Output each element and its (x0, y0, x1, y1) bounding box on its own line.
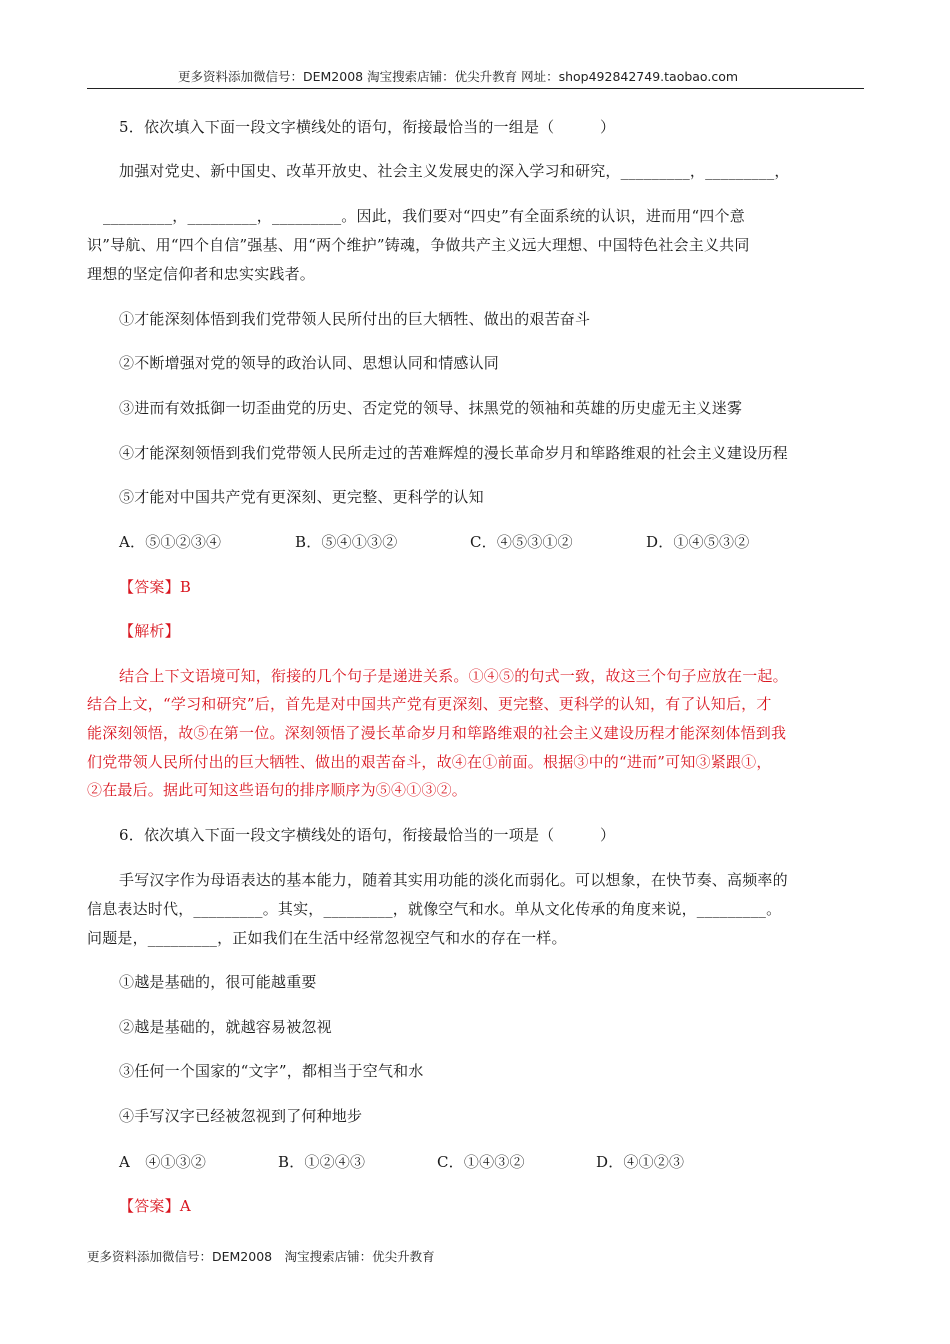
q5-passage-line-1: 加强对党史、新中国史、改革开放史、社会主义发展史的深入学习和研究，_________，_________， (119, 162, 790, 180)
q6-item-3: ③任何一个国家的“文字”，都相当于空气和水 (119, 1062, 424, 1080)
q5-item-4: ④才能深刻领悟到我们党带领人民所走过的苦难辉煌的漫长革命岁月和筚路维艰的社会主义建设历程 (119, 444, 788, 462)
q5-analysis-line-3: 能深刻领悟，故⑤在第一位。深刻领悟了漫长革命岁月和筚路维艰的社会主义建设历程才能深刻体悟到我 (87, 724, 787, 742)
q6-answer-value: A (179, 1197, 191, 1215)
q5-answer (119, 576, 191, 597)
page-header: 更多资料添加微信号：DEM2008 淘宝搜索店铺：优尖升教育 网址：shop492842749.taobao.com (178, 69, 739, 84)
q6-item-4: ④手写汉字已经被忽视到了何种地步 (119, 1107, 363, 1125)
q6-answer (119, 1195, 191, 1216)
q5-passage-line-3: 识”导航、用“四个自信”强基、用“两个维护”铸魂，争做共产主义远大理想、中国特色社会主义共同 (87, 236, 750, 254)
q5-passage-line-4: 理想的坚定信仰者和忠实实践者。 (87, 265, 316, 283)
q6-stem: 6．依次填入下面一段文字横线处的语句，衔接最恰当的一项是（ ） (119, 826, 616, 844)
q5-item-1: ①才能深刻体悟到我们党带领人民所付出的巨大牺牲、做出的艰苦奋斗 (119, 310, 591, 328)
q6-option-d: D．④①②③ (596, 1153, 685, 1171)
q5-item-2: ②不断增强对党的领导的政治认同、思想认同和情感认同 (119, 354, 500, 372)
q5-analysis-line-1: 结合上下文语境可知，衔接的几个句子是递进关系。①④⑤的句式一致，故这三个句子应放在一起。 (119, 667, 788, 685)
q5-answer-tag: 【答案】 (119, 578, 180, 596)
q5-option-b: B．⑤④①③② (295, 533, 398, 551)
q6-option-a: A ④①③② (119, 1153, 207, 1171)
q5-option-a: A．⑤①②③④ (119, 533, 222, 551)
header-rule (87, 88, 864, 89)
q6-passage-line-2: 信息表达时代，_________。其实，_________，就像空气和水。单从文化传承的角度来说，_________。 (87, 900, 782, 918)
q5-item-3: ③进而有效抵御一切歪曲党的历史、否定党的领导、抹黑党的领袖和英雄的历史虚无主义迷雾 (119, 399, 743, 417)
q6-answer-tag: 【答案】 (119, 1197, 180, 1215)
q6-passage-line-1: 手写汉字作为母语表达的基本能力，随着其实用功能的淡化而弱化。可以想象，在快节奏、高频率的 (119, 871, 788, 889)
q5-analysis-tag: 【解析】 (119, 622, 180, 640)
q5-option-d: D．①④⑤③② (646, 533, 750, 551)
q5-analysis-line-4: 们党带领人民所付出的巨大牺牲、做出的艰苦奋斗，故④在①前面。根据③中的“进而”可知③紧跟①， (87, 753, 772, 771)
q5-item-5: ⑤才能对中国共产党有更深刻、更完整、更科学的认知 (119, 488, 484, 506)
q6-option-c: C．①④③② (437, 1153, 525, 1171)
q6-passage-line-3: 问题是，_________，正如我们在生活中经常忽视空气和水的存在一样。 (87, 929, 567, 947)
page-footer: 更多资料添加微信号：DEM2008 淘宝搜索店铺：优尖升教育 (87, 1249, 435, 1264)
q5-stem: 5．依次填入下面一段文字横线处的语句，衔接最恰当的一组是（ ） (119, 118, 616, 136)
q5-analysis-line-5: ②在最后。据此可知这些语句的排序顺序为⑤④①③②。 (87, 781, 468, 799)
q6-item-2: ②越是基础的，就越容易被忽视 (119, 1018, 332, 1036)
q6-option-b: B．①②④③ (278, 1153, 366, 1171)
q5-option-c: C．④⑤③①② (470, 533, 573, 551)
q5-answer-value: B (179, 578, 192, 596)
q6-item-1: ①越是基础的，很可能越重要 (119, 973, 317, 991)
q5-analysis-line-2: 结合上文，“学习和研究”后，首先是对中国共产党有更深刻、更完整、更科学的认知，有了认知后，才 (87, 695, 772, 713)
q5-passage-line-2: _________，_________，_________。因此，我们要对“四史”有全面系统的认识，进而用“四个意 (103, 207, 745, 225)
